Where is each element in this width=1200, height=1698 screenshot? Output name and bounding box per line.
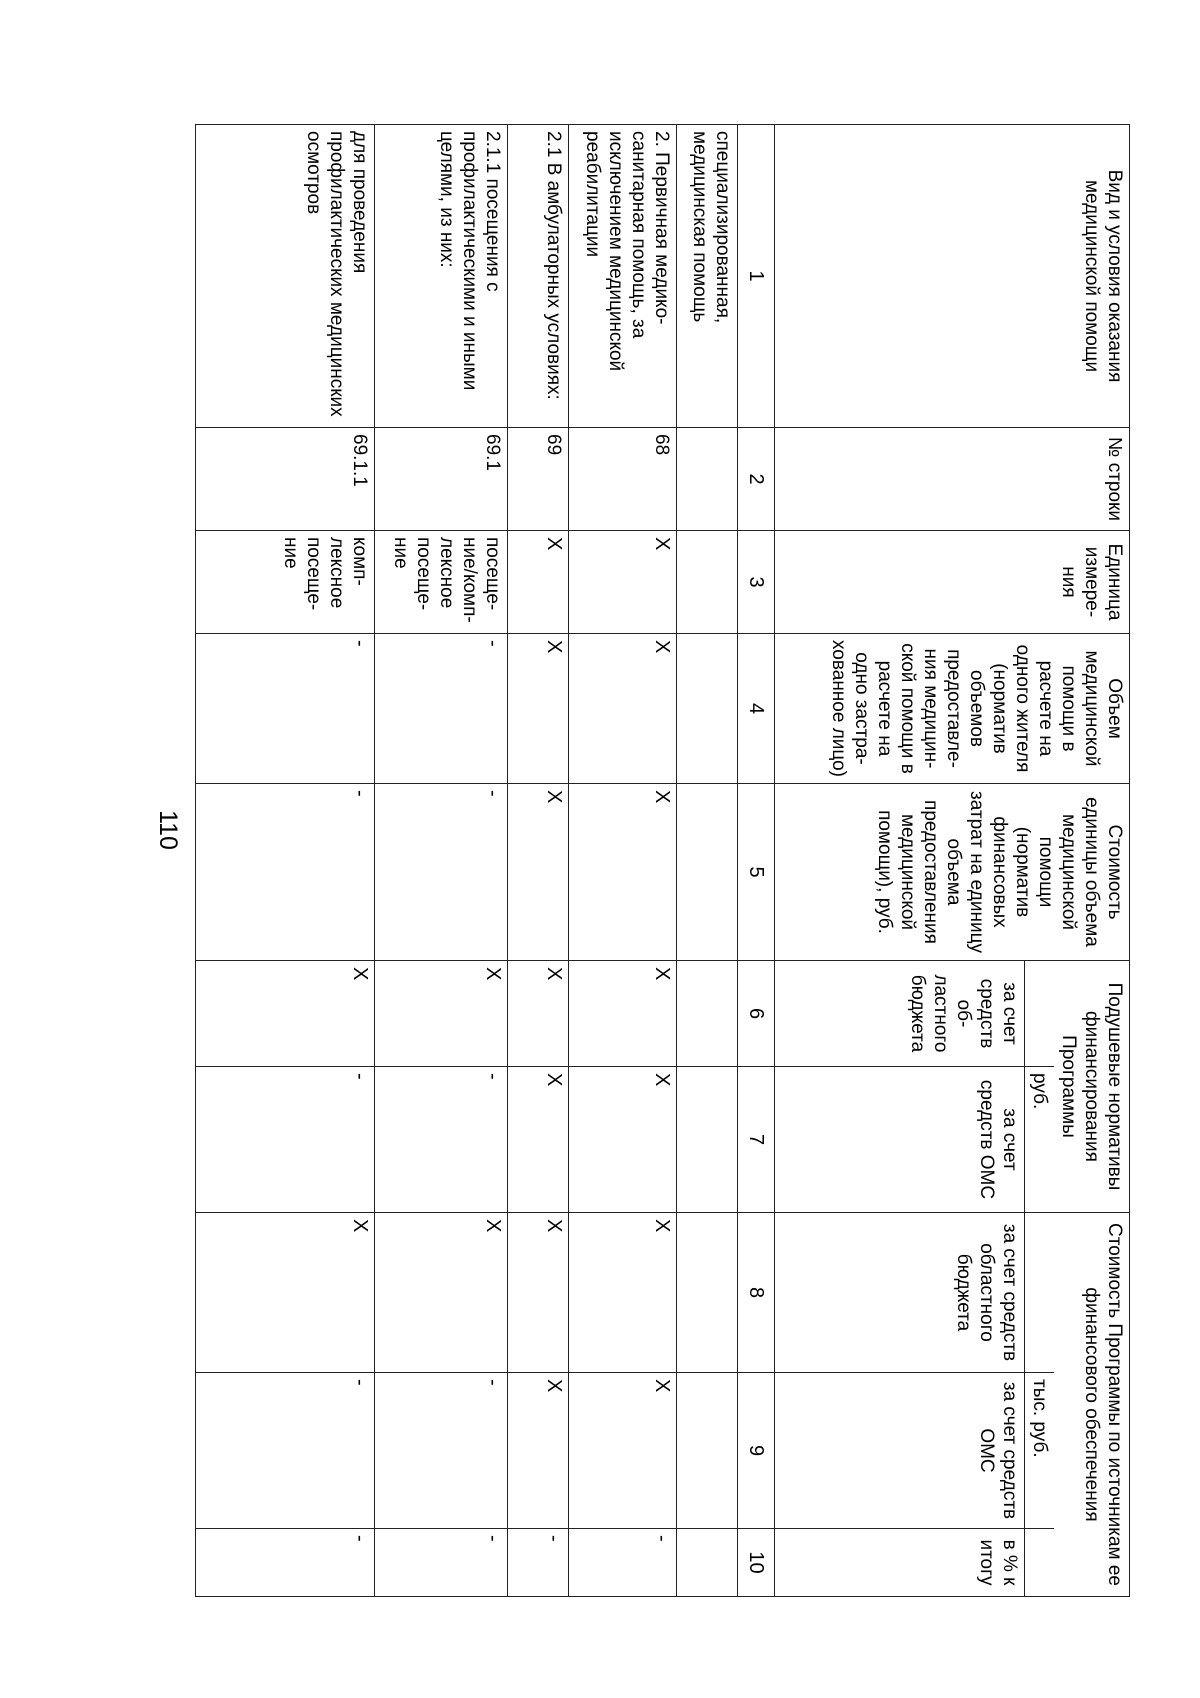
- header-cost-unit: тыс. руб.: [1025, 1373, 1055, 1529]
- row-oms-cost: -: [375, 1373, 508, 1529]
- header-regional-budget-norm: за счет средств об-ластного бюджета: [775, 961, 1025, 1067]
- row-percent: [677, 1529, 738, 1597]
- row-budget-norm: [677, 961, 738, 1067]
- row-kind: для проведения профилактических медицинских осмотров: [196, 125, 375, 428]
- header-cost-spacer-2: [1025, 1529, 1055, 1597]
- row-number: 68: [569, 428, 677, 531]
- header-percent-total: в % к итогу: [775, 1529, 1025, 1597]
- row-unit-cost: [677, 784, 738, 961]
- row-budget-norm: X: [196, 961, 375, 1067]
- column-number: 6: [738, 961, 775, 1067]
- financing-table: [195, 124, 1130, 1597]
- row-percent: -: [375, 1529, 508, 1597]
- column-number: 5: [738, 784, 775, 961]
- row-oms-cost: X: [508, 1373, 569, 1529]
- page-number: 110: [154, 810, 182, 850]
- row-kind: 2.1.1 посещения с профилактическими и иными целями, из них:: [375, 125, 508, 428]
- row-number: 69.1.1: [196, 428, 375, 531]
- column-number: 2: [738, 428, 775, 531]
- header-oms-norm: за счет средств ОМС: [775, 1067, 1025, 1213]
- row-budget-cost: X: [196, 1213, 375, 1373]
- row-number: 69: [508, 428, 569, 531]
- row-budget-norm: X: [569, 961, 677, 1067]
- row-volume: X: [508, 634, 569, 784]
- column-number: 1: [738, 125, 775, 428]
- column-number: 7: [738, 1067, 775, 1213]
- row-unit: X: [508, 531, 569, 634]
- header-per-capita-spacer: [1025, 961, 1055, 1067]
- row-oms-norm: X: [569, 1067, 677, 1213]
- row-oms-cost: -: [196, 1373, 375, 1529]
- header-per-capita-unit: руб.: [1025, 1067, 1055, 1213]
- header-regional-budget-cost: за счет средств областного бюджета: [775, 1213, 1025, 1373]
- header-cost-spacer: [1025, 1213, 1055, 1373]
- table-row: [508, 125, 569, 1597]
- header-kind: Вид и условия оказания медицинской помощи: [775, 125, 1130, 428]
- row-percent: -: [569, 1529, 677, 1597]
- row-unit-cost: -: [375, 784, 508, 961]
- column-number: 3: [738, 531, 775, 634]
- row-oms-norm: X: [508, 1067, 569, 1213]
- header-oms-cost: за счет средств ОМС: [775, 1373, 1025, 1529]
- header-per-capita: Подушевые нормативы финансирования Программы: [1054, 961, 1130, 1213]
- row-volume: X: [569, 634, 677, 784]
- row-budget-cost: X: [569, 1213, 677, 1373]
- row-kind: 2. Первичная медико-санитарная помощь, за исключением медицинской реабилитации: [569, 125, 677, 428]
- column-number: 10: [738, 1529, 775, 1597]
- table-row: [677, 125, 738, 1597]
- header-volume: Объем медицинской помощи в расчете на одного жителя (норматив объемов предоставле-ния медицин-ской помощи в расчете на одно застра-хованное лицо): [775, 634, 1130, 784]
- column-number: 8: [738, 1213, 775, 1373]
- rotated-table-wrapper: [203, 124, 1130, 1596]
- row-budget-cost: [677, 1213, 738, 1373]
- row-oms-norm: -: [196, 1067, 375, 1213]
- row-volume: [677, 634, 738, 784]
- row-number: 69.1: [375, 428, 508, 531]
- row-budget-norm: X: [508, 961, 569, 1067]
- header-row-number: № строки: [775, 428, 1130, 531]
- row-volume: -: [196, 634, 375, 784]
- row-unit-cost: X: [508, 784, 569, 961]
- header-unit-cost: Стоимость единицы объема медицинской помощи (норматив финансовых затрат на единицу объема предоставления медицинской помощи), руб.: [775, 784, 1130, 961]
- row-unit-cost: -: [196, 784, 375, 961]
- row-oms-norm: [677, 1067, 738, 1213]
- row-budget-cost: X: [375, 1213, 508, 1373]
- row-unit: посеще-ние/комп-лексное посеще-ние: [375, 531, 508, 634]
- header-unit: Единица измере-ния: [775, 531, 1130, 634]
- row-percent: -: [508, 1529, 569, 1597]
- row-unit: комп-лексное посеще-ние: [196, 531, 375, 634]
- header-program-cost: Стоимость Программы по источникам ее финансового обеспечения: [1054, 1213, 1130, 1597]
- row-oms-cost: [677, 1373, 738, 1529]
- row-oms-norm: -: [375, 1067, 508, 1213]
- row-unit: [677, 531, 738, 634]
- row-kind: 2.1 В амбулаторных условиях:: [508, 125, 569, 428]
- table-row: [569, 125, 677, 1597]
- column-number: 4: [738, 634, 775, 784]
- row-budget-norm: X: [375, 961, 508, 1067]
- row-budget-cost: X: [508, 1213, 569, 1373]
- row-number: [677, 428, 738, 531]
- row-volume: -: [375, 634, 508, 784]
- row-unit-cost: X: [569, 784, 677, 961]
- table-row: [375, 125, 508, 1597]
- row-percent: -: [196, 1529, 375, 1597]
- row-kind: специализированная, медицинская помощь: [677, 125, 738, 428]
- column-number: 9: [738, 1373, 775, 1529]
- row-unit: X: [569, 531, 677, 634]
- table-row: [196, 125, 375, 1597]
- row-oms-cost: X: [569, 1373, 677, 1529]
